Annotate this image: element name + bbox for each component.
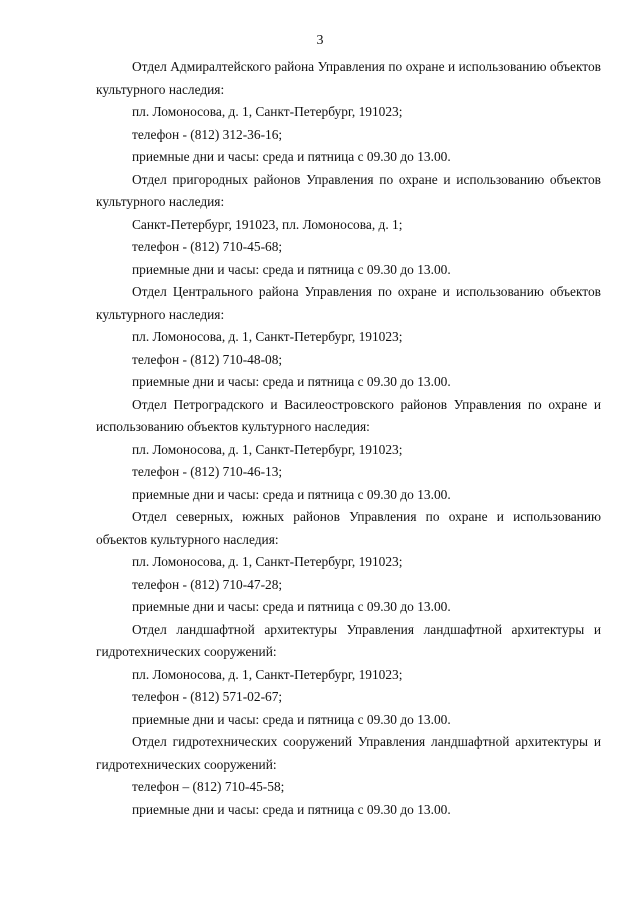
phone-line: телефон - (812) 571-02-67; — [132, 689, 283, 704]
phone-line: телефон - (812) 710-47-28; — [132, 576, 283, 592]
hours-line: приемные дни и часы: среда и пятница с 09.30 до 13.00. — [132, 711, 451, 727]
section-landscape-architecture — [96, 619, 601, 732]
phone-line: телефон – (812) 710-45-58; — [132, 779, 285, 794]
hours-line: приемные дни и часы: среда и пятница с 09.30 до 13.00. — [132, 374, 451, 389]
phone-line: телефон - (812) 710-46-13; — [132, 464, 283, 479]
section-title: Отдел ландшафтной архитектуры Управления ландшафтной архитектуры и гидротехнических сооружений: — [96, 621, 601, 659]
page-number: 3 — [316, 33, 324, 48]
section-title: Отдел гидротехнических сооружений Управления ландшафтной архитектуры и гидротехнических сооружений: — [96, 734, 601, 772]
address-line: пл. Ломоносова, д. 1, Санкт-Петербург, 191023; — [132, 666, 403, 682]
hours-line: приемные дни и часы: среда и пятница с 09.30 до 13.00. — [132, 599, 451, 614]
section-petrogradsky-vasileostrovsky — [96, 394, 601, 507]
document-body — [96, 56, 601, 821]
section-title: Отдел пригородных районов Управления по охране и использованию объектов культурного наследия: — [96, 171, 601, 209]
address-line: Санкт-Петербург, 191023, пл. Ломоносова, д. 1; — [132, 216, 403, 232]
section-central — [96, 281, 601, 394]
address-line: пл. Ломоносова, д. 1, Санкт-Петербург, 191023; — [132, 329, 403, 344]
section-title: Отдел Петроградского и Василеостровского районов Управления по охране и использованию объектов культурного наследия: — [96, 396, 601, 434]
section-northern-southern — [96, 506, 601, 619]
section-hydrotechnical — [96, 731, 601, 821]
address-line: пл. Ломоносова, д. 1, Санкт-Петербург, 191023; — [132, 441, 403, 457]
phone-line: телефон - (812) 710-45-68; — [132, 239, 283, 254]
phone-line: телефон - (812) 312-36-16; — [132, 126, 283, 142]
section-title: Отдел Центрального района Управления по охране и использованию объектов культурного наследия: — [96, 284, 601, 322]
hours-line: приемные дни и часы: среда и пятница с 09.30 до 13.00. — [132, 261, 451, 277]
section-title: Отдел северных, южных районов Управления по охране и использованию объектов культурного наследия: — [96, 509, 601, 547]
hours-line: приемные дни и часы: среда и пятница с 09.30 до 13.00. — [132, 149, 451, 164]
address-line: пл. Ломоносова, д. 1, Санкт-Петербург, 191023; — [132, 104, 403, 119]
phone-line: телефон - (812) 710-48-08; — [132, 351, 283, 367]
hours-line: приемные дни и часы: среда и пятница с 09.30 до 13.00. — [132, 486, 451, 502]
section-suburban — [96, 169, 601, 282]
section-title: Отдел Адмиралтейского района Управления по охране и использованию объектов культурного наследия: — [96, 59, 601, 97]
section-admiralteysky — [96, 56, 601, 169]
address-line: пл. Ломоносова, д. 1, Санкт-Петербург, 191023; — [132, 554, 403, 569]
hours-line: приемные дни и часы: среда и пятница с 09.30 до 13.00. — [132, 801, 451, 817]
